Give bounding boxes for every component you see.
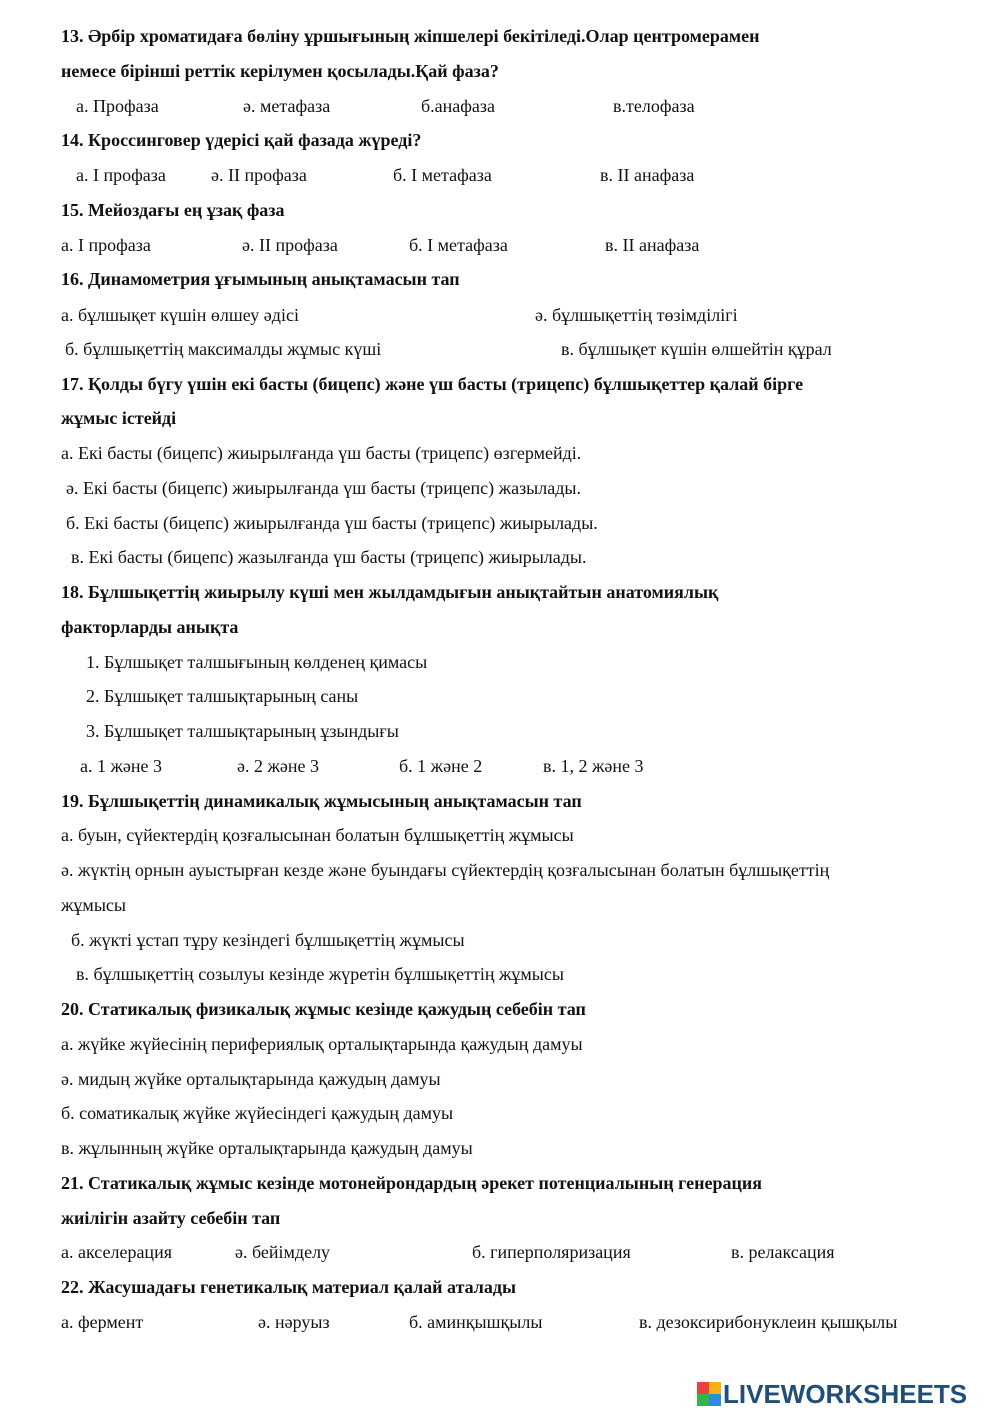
q18-option-ae[interactable]: ә. 2 және 3 [237, 756, 320, 776]
q14-text: 14. Кроссинговер үдерісі қай фазада жүреді? [61, 130, 422, 150]
q17-option-b[interactable]: б. Екі басты (бицепс) жиырылғанда үш басты (трицепс) жиырылады. [66, 513, 598, 533]
q16-option-a[interactable]: а. бұлшықет күшін өлшеу әдісі [61, 305, 299, 325]
q20-option-a[interactable]: а. жүйке жүйесінің перифериялық орталықтарында қажудың дамуы [61, 1034, 583, 1054]
q14-option-ae[interactable]: ә. II профаза [211, 165, 307, 185]
q14-option-v[interactable]: в. II анафаза [600, 165, 695, 185]
q15-option-b[interactable]: б. I метафаза [409, 235, 508, 255]
q15-option-a[interactable]: а. I профаза [61, 235, 151, 255]
q18-text-line1: 18. Бұлшықеттің жиырылу күші мен жылдамдығын анықтайтын анатомиялық [61, 582, 719, 602]
q17-option-ae[interactable]: ә. Екі басты (бицепс) жиырылғанда үш басты (трицепс) жазылады. [66, 478, 582, 498]
q18-item-2: 2. Бұлшықет талшықтарының саны [86, 686, 359, 706]
q16-option-v[interactable]: в. бұлшықет күшін өлшейтін құрал [561, 339, 832, 359]
q13-option-b[interactable]: б.анафаза [421, 96, 496, 116]
q21-text-line2: жиілігін азайту себебін тап [61, 1208, 281, 1228]
q17-option-a[interactable]: а. Екі басты (бицепс) жиырылғанда үш басты (трицепс) өзгермейді. [61, 443, 582, 463]
q21-option-ae[interactable]: ә. бейімделу [235, 1242, 331, 1262]
q22-text: 22. Жасушадағы генетикалық материал қалай аталады [61, 1277, 517, 1297]
logo-square-green [697, 1394, 709, 1406]
q18-item-3: 3. Бұлшықет талшықтарының ұзындығы [86, 721, 399, 741]
q21-option-b[interactable]: б. гиперполяризация [472, 1242, 631, 1262]
q19-option-v[interactable]: в. бұлшықеттің созылуы кезінде жүретін бұлшықеттің жұмысы [76, 964, 564, 984]
q18-option-v[interactable]: в. 1, 2 және 3 [543, 756, 644, 776]
q18-option-a[interactable]: а. 1 және 3 [80, 756, 163, 776]
q15-text: 15. Мейоздағы ең ұзақ фаза [61, 200, 285, 220]
q21-text-line1: 21. Статикалық жұмыс кезінде мотонейрондардың әрекет потенциалының генерация [61, 1173, 762, 1193]
logo-square-yellow [709, 1382, 721, 1394]
q19-text: 19. Бұлшықеттің динамикалық жұмысының анықтамасын тап [61, 791, 582, 811]
q21-option-v[interactable]: в. релаксация [731, 1242, 835, 1262]
liveworksheets-logo [697, 1379, 993, 1409]
logo-mark-icon [697, 1382, 721, 1406]
q19-option-ae-line1[interactable]: ә. жүктің орнын ауыстырған кезде және буындағы сүйектердің қозғалысынан болатын бұлшықеттің [61, 860, 830, 880]
q15-option-ae[interactable]: ә. II профаза [242, 235, 338, 255]
q14-option-b[interactable]: б. I метафаза [393, 165, 492, 185]
logo-square-red [697, 1382, 709, 1394]
q22-option-a[interactable]: а. фермент [61, 1312, 144, 1332]
q15-option-v[interactable]: в. II анафаза [605, 235, 700, 255]
q18-item-1: 1. Бұлшықет талшығының көлденең қимасы [86, 652, 428, 672]
q16-text: 16. Динамометрия ұғымының анықтамасын тап [61, 269, 460, 289]
logo-square-blue [709, 1394, 721, 1406]
q14-option-a[interactable]: а. I профаза [76, 165, 166, 185]
q13-option-a[interactable]: а. Профаза [76, 96, 159, 116]
q22-option-ae[interactable]: ә. нәруыз [258, 1312, 330, 1332]
q21-option-a[interactable]: а. акселерация [61, 1242, 172, 1262]
q18-text-line2: факторларды анықта [61, 617, 239, 637]
q17-option-v[interactable]: в. Екі басты (бицепс) жазылғанда үш басты (трицепс) жиырылады. [71, 547, 587, 567]
q16-option-b[interactable]: б. бұлшықеттің максималды жұмыс күші [65, 339, 382, 359]
q13-option-v[interactable]: в.телофаза [613, 96, 695, 116]
q16-option-ae[interactable]: ә. бұлшықеттің төзімділігі [535, 305, 738, 325]
q13-text-line1: 13. Әрбір хроматидаға бөліну ұршығының жіпшелері бекітіледі.Олар центромерамен [61, 26, 760, 46]
q13-text-line2: немесе бірінші реттік керілумен қосылады.Қай фаза? [61, 61, 499, 81]
q20-option-ae[interactable]: ә. мидың жүйке орталықтарында қажудың дамуы [61, 1069, 441, 1089]
q20-option-v[interactable]: в. жұлынның жүйке орталықтарында қажудың дамуы [61, 1138, 473, 1158]
q17-text-line1: 17. Қолды бүгу үшін екі басты (бицепс) және үш басты (трицепс) бұлшықеттер қалай бірге [61, 374, 804, 394]
q13-option-ae[interactable]: ә. метафаза [243, 96, 331, 116]
q17-text-line2: жұмыс істейді [61, 408, 177, 428]
q22-option-v[interactable]: в. дезоксирибонуклеин қышқылы [639, 1312, 898, 1332]
q22-option-b[interactable]: б. аминқышқылы [409, 1312, 543, 1332]
q20-option-b[interactable]: б. соматикалық жүйке жүйесіндегі қажудың дамуы [61, 1103, 454, 1123]
q18-option-b[interactable]: б. 1 және 2 [399, 756, 483, 776]
logo-text: LIVEWORKSHEETS [723, 1379, 968, 1409]
q19-option-ae-line2[interactable]: жұмысы [61, 895, 127, 915]
q20-text: 20. Статикалық физикалық жұмыс кезінде қажудың себебін тап [61, 999, 586, 1019]
q19-option-a[interactable]: а. буын, сүйектердің қозғалысынан болатын бұлшықеттің жұмысы [61, 825, 574, 845]
q19-option-b[interactable]: б. жүкті ұстап тұру кезіндегі бұлшықеттің жұмысы [71, 930, 465, 950]
